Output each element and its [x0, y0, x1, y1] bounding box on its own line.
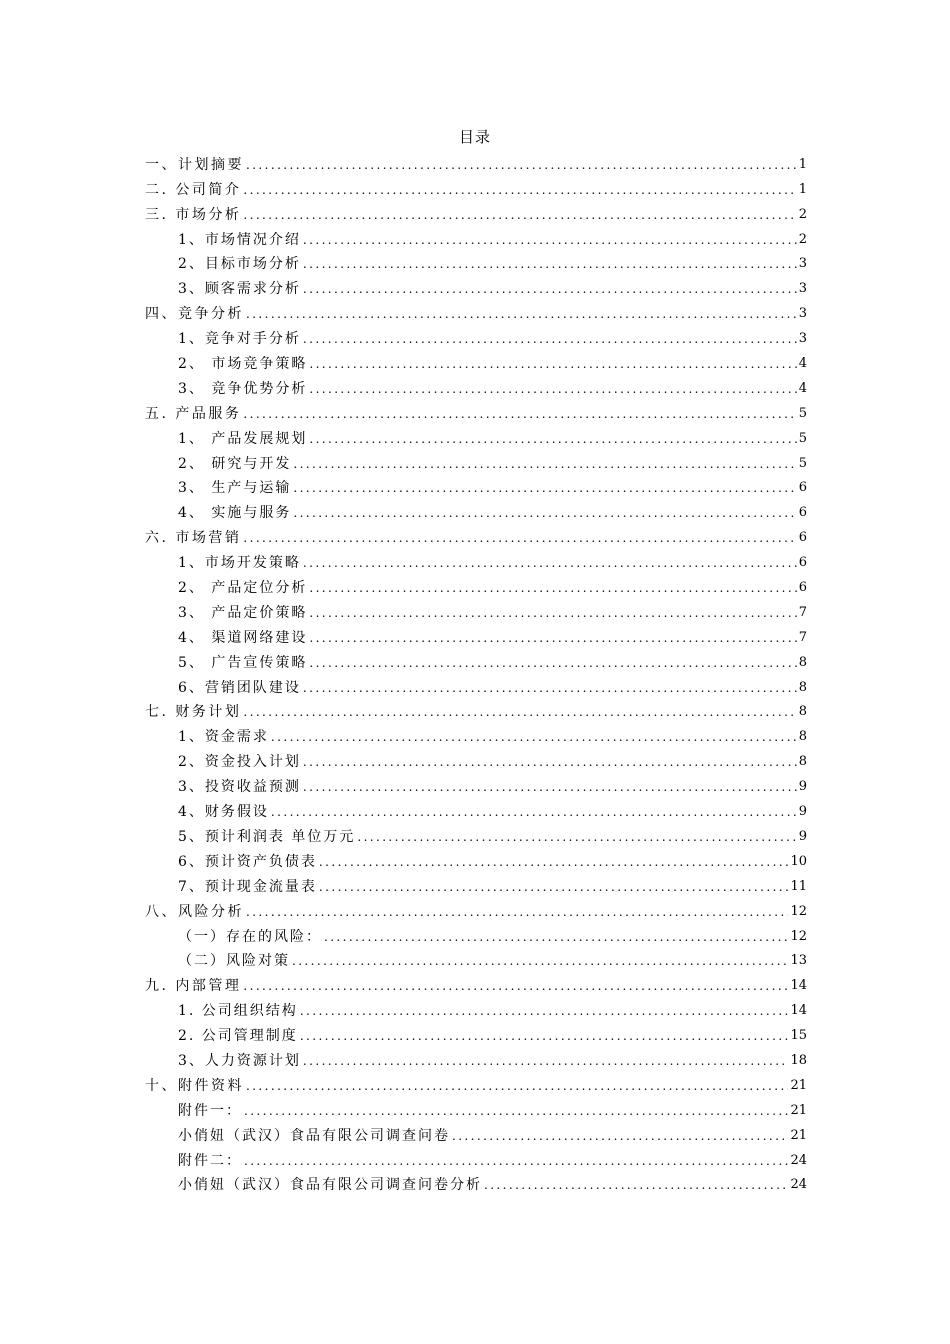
toc-entry-label: 1、 产品发展规划	[178, 430, 308, 447]
toc-entry[interactable]	[145, 522, 807, 547]
toc-entry-label: 1、资金需求	[178, 729, 269, 746]
toc-entry[interactable]	[145, 821, 807, 846]
toc-entry[interactable]	[145, 647, 807, 672]
toc-entry-label: 3、 生产与运输	[178, 480, 292, 497]
toc-entry-label: 5、 广告宣传策略	[178, 654, 308, 671]
toc-dot-leader	[303, 753, 797, 771]
toc-entry-label: 6、预计资产负债表	[178, 853, 317, 870]
toc-entry[interactable]	[145, 1170, 807, 1195]
toc-entry[interactable]	[145, 846, 807, 871]
toc-entry[interactable]	[145, 871, 807, 896]
toc-entry[interactable]	[145, 1120, 807, 1145]
toc-entry-label: 3、顾客需求分析	[178, 281, 301, 298]
toc-entry[interactable]	[145, 423, 807, 448]
toc-entry-page-number: 14	[790, 1003, 807, 1019]
toc-entry[interactable]	[145, 1095, 807, 1120]
toc-dot-leader	[324, 928, 788, 946]
toc-entry-page-number: 3	[798, 331, 807, 347]
toc-entry-label: 3、 产品定价策略	[178, 604, 308, 621]
toc-entry-page-number: 24	[790, 1152, 807, 1168]
toc-dot-leader	[271, 803, 797, 821]
toc-entry[interactable]	[145, 622, 807, 647]
toc-dot-leader	[300, 1027, 789, 1045]
toc-entry-label: 5、预计利润表 单位万元	[178, 828, 356, 845]
toc-dot-leader	[243, 703, 796, 721]
toc-dot-leader	[303, 231, 797, 249]
toc-entry[interactable]	[145, 1020, 807, 1045]
toc-dot-leader	[292, 952, 788, 970]
toc-entry[interactable]	[145, 921, 807, 946]
toc-entry-page-number: 8	[798, 754, 807, 770]
toc-entry[interactable]	[145, 1145, 807, 1170]
toc-entry[interactable]	[145, 473, 807, 498]
toc-entry[interactable]	[145, 672, 807, 697]
toc-entry-page-number: 15	[790, 1028, 807, 1044]
toc-entry-page-number: 11	[790, 878, 807, 894]
toc-entry-label: 四、竞争分析	[145, 306, 244, 323]
toc-entry-page-number: 9	[798, 779, 807, 795]
toc-dot-leader	[243, 181, 796, 199]
toc-entry[interactable]	[145, 199, 807, 224]
toc-entry[interactable]	[145, 896, 807, 921]
toc-dot-leader	[243, 529, 796, 547]
toc-entry-label: 九. 内部管理	[145, 978, 242, 995]
toc-entry-label: 二. 公司简介	[145, 181, 242, 198]
toc-entry[interactable]	[145, 1070, 807, 1095]
toc-entry-label: 十、附件资料	[145, 1077, 244, 1094]
toc-entry-label: 1. 公司组织结构	[178, 1003, 298, 1020]
toc-entry[interactable]	[145, 348, 807, 373]
toc-entry-page-number: 13	[790, 953, 807, 969]
toc-entry[interactable]	[145, 398, 807, 423]
toc-dot-leader	[293, 479, 796, 497]
toc-entry-label: 六. 市场营销	[145, 530, 242, 547]
toc-entry-label: 2、 研究与开发	[178, 455, 292, 472]
toc-dot-leader	[309, 430, 796, 448]
toc-entry[interactable]	[145, 597, 807, 622]
toc-entry-page-number: 24	[790, 1177, 807, 1193]
toc-entry-page-number: 12	[790, 928, 807, 944]
toc-dot-leader	[357, 828, 796, 846]
toc-dot-leader	[243, 405, 796, 423]
toc-entry-page-number: 21	[790, 1102, 807, 1118]
toc-dot-leader	[246, 1077, 788, 1095]
toc-entry-label: 3、 竞争优势分析	[178, 380, 308, 397]
toc-entry-label: 五. 产品服务	[145, 405, 242, 422]
toc-entry-label: 4、 渠道网络建设	[178, 629, 308, 646]
toc-entry-label: 6、营销团队建设	[178, 679, 301, 696]
toc-dot-leader	[271, 728, 797, 746]
toc-entry-label: 2、资金投入计划	[178, 754, 301, 771]
toc-entry[interactable]	[145, 721, 807, 746]
toc-entry-page-number: 4	[798, 356, 807, 372]
toc-entry-page-number: 21	[790, 1077, 807, 1093]
toc-dot-leader	[303, 1052, 789, 1070]
toc-dot-leader	[303, 330, 797, 348]
toc-entry-page-number: 6	[798, 505, 807, 521]
toc-entry-label: 2、 产品定位分析	[178, 580, 308, 597]
toc-entry[interactable]	[145, 298, 807, 323]
toc-dot-leader	[452, 1127, 788, 1145]
toc-entry-label: 4、 实施与服务	[178, 505, 292, 522]
toc-entry[interactable]	[145, 497, 807, 522]
toc-entry[interactable]	[145, 273, 807, 298]
toc-dot-leader	[293, 504, 796, 522]
toc-entry[interactable]	[145, 224, 807, 249]
toc-entry-page-number: 14	[790, 978, 807, 994]
toc-entry-page-number: 18	[790, 1052, 807, 1068]
toc-entry-label: 小俏妞（武汉）食品有限公司调查问卷分析	[178, 1177, 482, 1194]
toc-dot-leader	[243, 977, 788, 995]
toc-entry-page-number: 8	[798, 679, 807, 695]
toc-entry[interactable]	[145, 149, 807, 174]
toc-entry-label: 一、计划摘要	[145, 156, 244, 173]
toc-entry-page-number: 8	[798, 729, 807, 745]
toc-entry[interactable]	[145, 746, 807, 771]
toc-entry-label: 4、财务假设	[178, 804, 269, 821]
toc-entry-label: 7、预计现金流量表	[178, 878, 317, 895]
toc-entry[interactable]	[145, 572, 807, 597]
toc-entry[interactable]	[145, 796, 807, 821]
toc-entry-page-number: 7	[798, 629, 807, 645]
toc-dot-leader	[303, 255, 797, 273]
toc-dot-leader	[246, 305, 797, 323]
toc-dot-leader	[246, 903, 788, 921]
toc-entry-page-number: 8	[798, 654, 807, 670]
toc-entry-page-number: 9	[798, 804, 807, 820]
toc-entry-label: （一）存在的风险：	[178, 928, 322, 945]
toc-dot-leader	[309, 355, 796, 373]
toc-entry-page-number: 2	[798, 206, 807, 222]
toc-entry-label: 2、目标市场分析	[178, 256, 301, 273]
toc-dot-leader	[246, 156, 797, 174]
toc-entry-page-number: 8	[798, 704, 807, 720]
table-of-contents	[145, 149, 807, 1194]
toc-dot-leader	[309, 629, 796, 647]
toc-entry-page-number: 5	[798, 430, 807, 446]
toc-entry[interactable]	[145, 373, 807, 398]
toc-entry-page-number: 6	[798, 480, 807, 496]
toc-entry-page-number: 1	[798, 156, 807, 172]
toc-dot-leader	[303, 554, 797, 572]
toc-entry-page-number: 5	[798, 405, 807, 421]
toc-entry-page-number: 6	[798, 530, 807, 546]
toc-entry[interactable]	[145, 995, 807, 1020]
toc-entry-page-number: 10	[790, 853, 807, 869]
toc-dot-leader	[303, 679, 797, 697]
toc-dot-leader	[484, 1176, 788, 1194]
toc-entry-page-number: 5	[798, 455, 807, 471]
toc-entry-label: 2. 公司管理制度	[178, 1028, 298, 1045]
toc-entry[interactable]	[145, 697, 807, 722]
toc-entry[interactable]	[145, 946, 807, 971]
toc-entry[interactable]	[145, 771, 807, 796]
toc-dot-leader	[243, 206, 796, 224]
toc-entry-label: 小俏妞（武汉）食品有限公司调查问卷	[178, 1127, 450, 1144]
toc-entry-page-number: 6	[798, 580, 807, 596]
toc-dot-leader	[309, 380, 796, 398]
toc-dot-leader	[303, 778, 797, 796]
toc-dot-leader	[309, 654, 796, 672]
toc-entry-page-number: 9	[798, 828, 807, 844]
toc-entry-page-number: 6	[798, 555, 807, 571]
toc-entry-page-number: 2	[798, 231, 807, 247]
toc-entry-label: 3、投资收益预测	[178, 779, 301, 796]
toc-dot-leader	[244, 1102, 788, 1120]
toc-entry-label: 1、市场开发策略	[178, 555, 301, 572]
toc-entry-label: 1、市场情况介绍	[178, 231, 301, 248]
toc-dot-leader	[309, 579, 796, 597]
toc-entry[interactable]	[145, 448, 807, 473]
toc-entry-label: 1、竞争对手分析	[178, 331, 301, 348]
toc-entry[interactable]	[145, 174, 807, 199]
toc-dot-leader	[303, 280, 797, 298]
toc-entry-label: 三. 市场分析	[145, 206, 242, 223]
toc-dot-leader	[300, 1002, 789, 1020]
toc-dot-leader	[319, 878, 789, 896]
toc-entry-page-number: 3	[798, 281, 807, 297]
toc-dot-leader	[244, 1152, 788, 1170]
toc-entry[interactable]	[145, 249, 807, 274]
toc-entry-page-number: 1	[798, 181, 807, 197]
toc-entry-page-number: 4	[798, 380, 807, 396]
toc-entry-page-number: 3	[798, 306, 807, 322]
toc-entry-label: 八、风险分析	[145, 903, 244, 920]
toc-entry-page-number: 21	[790, 1127, 807, 1143]
toc-entry[interactable]	[145, 1045, 807, 1070]
toc-entry[interactable]	[145, 323, 807, 348]
toc-dot-leader	[309, 604, 796, 622]
toc-entry[interactable]	[145, 970, 807, 995]
toc-entry-label: 七. 财务计划	[145, 704, 242, 721]
toc-title: 目录	[458, 128, 491, 146]
toc-entry[interactable]	[145, 547, 807, 572]
toc-entry-label: 附件一：	[178, 1102, 242, 1119]
toc-entry-label: 3、人力资源计划	[178, 1052, 301, 1069]
toc-dot-leader	[293, 455, 796, 473]
toc-entry-page-number: 3	[798, 256, 807, 272]
toc-entry-page-number: 7	[798, 604, 807, 620]
toc-entry-label: 附件二：	[178, 1152, 242, 1169]
toc-entry-label: 2、 市场竞争策略	[178, 356, 308, 373]
toc-dot-leader	[319, 853, 789, 871]
toc-entry-label: （二）风险对策	[178, 953, 290, 970]
toc-entry-page-number: 12	[790, 903, 807, 919]
